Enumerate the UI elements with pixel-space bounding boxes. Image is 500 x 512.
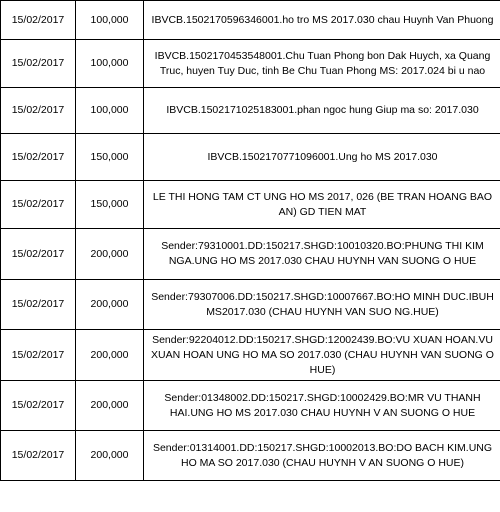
table-row [1, 40, 500, 88]
date-cell: 15/02/2017 [1, 229, 76, 280]
description-cell: LE THI HONG TAM CT UNG HO MS 2017, 026 (BE TRAN HOANG BAO AN) GD TIEN MAT [144, 181, 500, 229]
description-cell: IBVCB.1502170596346001.ho tro MS 2017.030 chau Huynh Van Phuong [144, 1, 500, 40]
table-row [1, 229, 500, 280]
table-row [1, 181, 500, 229]
date-cell: 15/02/2017 [1, 330, 76, 381]
description-cell: IBVCB.1502170453548001.Chu Tuan Phong bon Dak Huych, xa Quang Truc, huyen Tuy Duc, tinh Be Chu Tuan Phong MS: 2017.024 bi u nao [144, 40, 500, 88]
date-cell: 15/02/2017 [1, 381, 76, 431]
table-row [1, 381, 500, 431]
amount-cell: 200,000 [76, 229, 144, 280]
amount-cell: 200,000 [76, 330, 144, 381]
date-cell: 15/02/2017 [1, 280, 76, 330]
amount-cell: 100,000 [76, 40, 144, 88]
description-cell: Sender:92204012.DD:150217.SHGD:12002439.BO:VU XUAN HOAN.VU XUAN HOAN UNG HO MA SO 2017.030 (CHAU HUYNH VAN SUONG O HUE) [144, 330, 500, 381]
date-cell: 15/02/2017 [1, 1, 76, 40]
table-row [1, 134, 500, 181]
table-row [1, 431, 500, 481]
date-cell: 15/02/2017 [1, 181, 76, 229]
table-row [1, 1, 500, 40]
description-cell: Sender:01314001.DD:150217.SHGD:10002013.BO:DO BACH KIM.UNG HO MA SO 2017.030 (CHAU HUYNH V AN SUONG O HUE) [144, 431, 500, 481]
date-cell: 15/02/2017 [1, 431, 76, 481]
date-cell: 15/02/2017 [1, 134, 76, 181]
amount-cell: 200,000 [76, 381, 144, 431]
description-cell: IBVCB.1502171025183001.phan ngoc hung Giup ma so: 2017.030 [144, 88, 500, 134]
description-cell: Sender:79310001.DD:150217.SHGD:10010320.BO:PHUNG THI KIM NGA.UNG HO MS 2017.030 CHAU HUYNH VAN SUONG O HUE [144, 229, 500, 280]
date-cell: 15/02/2017 [1, 40, 76, 88]
description-cell: Sender:79307006.DD:150217.SHGD:10007667.BO:HO MINH DUC.IBUH MS2017.030 (CHAU HUYNH VAN SUO NG.HUE) [144, 280, 500, 330]
table-row [1, 88, 500, 134]
description-cell: Sender:01348002.DD:150217.SHGD:10002429.BO:MR VU THANH HAI.UNG HO MS 2017.030 CHAU HUYNH V AN SUONG O HUE [144, 381, 500, 431]
amount-cell: 150,000 [76, 181, 144, 229]
ledger-body [1, 1, 500, 481]
amount-cell: 100,000 [76, 88, 144, 134]
amount-cell: 200,000 [76, 431, 144, 481]
amount-cell: 150,000 [76, 134, 144, 181]
date-cell: 15/02/2017 [1, 88, 76, 134]
table-row [1, 280, 500, 330]
amount-cell: 200,000 [76, 280, 144, 330]
table-row [1, 330, 500, 381]
amount-cell: 100,000 [76, 1, 144, 40]
description-cell: IBVCB.1502170771096001.Ung ho MS 2017.030 [144, 134, 500, 181]
